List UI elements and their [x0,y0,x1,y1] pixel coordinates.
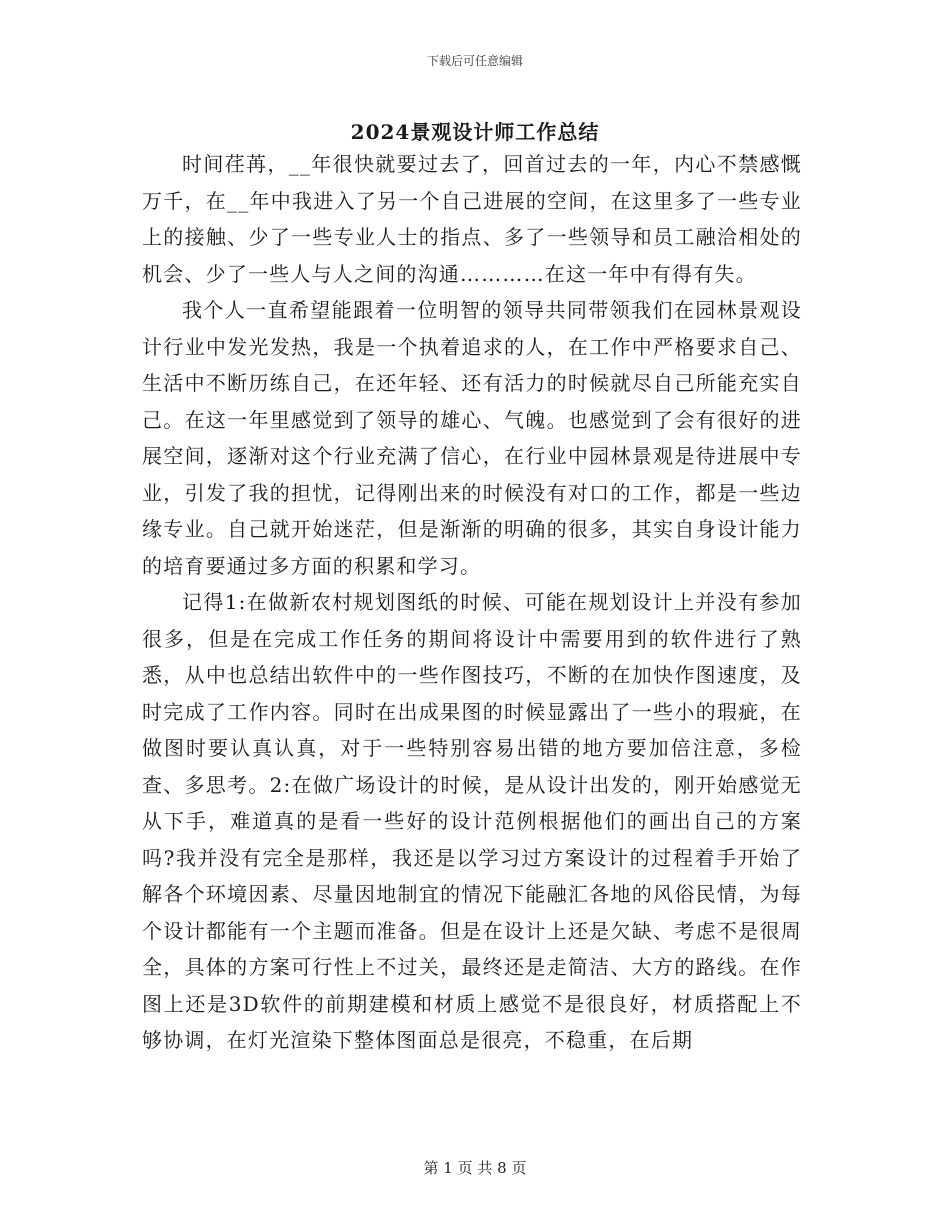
body-paragraph-3: 记得1:在做新农村规划图纸的时候、可能在规划设计上并没有参加很多，但是在完成工作任务的期间将设计中需要用到的软件进行了熟悉，从中也总结出软件中的一些作图技巧，不断的在加快作图速度，及时完成了工作内容。同时在出成果图的时候显露出了一些小的瑕疵，在做图时要认真认真，对于一些特别容易出错的地方要加倍注意，多检查、多思考。2:在做广场设计的时候，是从设计出发的，刚开始感觉无从下手，难道真的是看一些好的设计范例根据他们的画出自己的方案吗?我并没有完全是那样，我还是以学习过方案设计的过程着手开始了解各个环境因素、尽量因地制宜的情况下能融汇各地的风俗民情，为每个设计都能有一个主题而准备。但是在设计上还是欠缺、考虑不是很周全，具体的方案可行性上不过关，最终还是走简洁、大方的路线。在作图上还是3D软件的前期建模和材质上感觉不是很良好，材质搭配上不够协调，在灯光渲染下整体图面总是很亮，不稳重，在后期 [142,590,802,1052]
page-header: 下载后可任意编辑 [426,54,523,68]
body-paragraph-2: 我个人一直希望能跟着一位明智的领导共同带领我们在园林景观设计行业中发光发热，我是一个执着追求的人，在工作中严格要求自己、生活中不断历练自己，在还年轻、还有活力的时候就尽自己所能充实自己。在这一年里感觉到了领导的雄心、气魄。也感觉到了会有很好的进展空间，逐渐对这个行业充满了信心，在行业中园林景观是待进展中专业，引发了我的担忧，记得刚出来的时候没有对口的工作，都是一些边缘专业。自己就开始迷茫，但是渐渐的明确的很多，其实自身设计能力的培育要通过多方面的积累和学习。 [142,298,802,578]
body-paragraph-1: 时间荏苒，__年很快就要过去了，回首过去的一年，内心不禁感慨万千，在__年中我进入了另一个自己进展的空间，在这里多了一些专业上的接触、少了一些专业人士的指点、多了一些领导和员工融洽相处的机会、少了一些人与人之间的沟通…………在这一年中有得有失。 [142,152,802,286]
document-body [142,146,802,1059]
page-footer: 第 1 页 共 8 页 [423,1159,527,1177]
document-title: 2024景观设计师工作总结 [350,120,600,144]
